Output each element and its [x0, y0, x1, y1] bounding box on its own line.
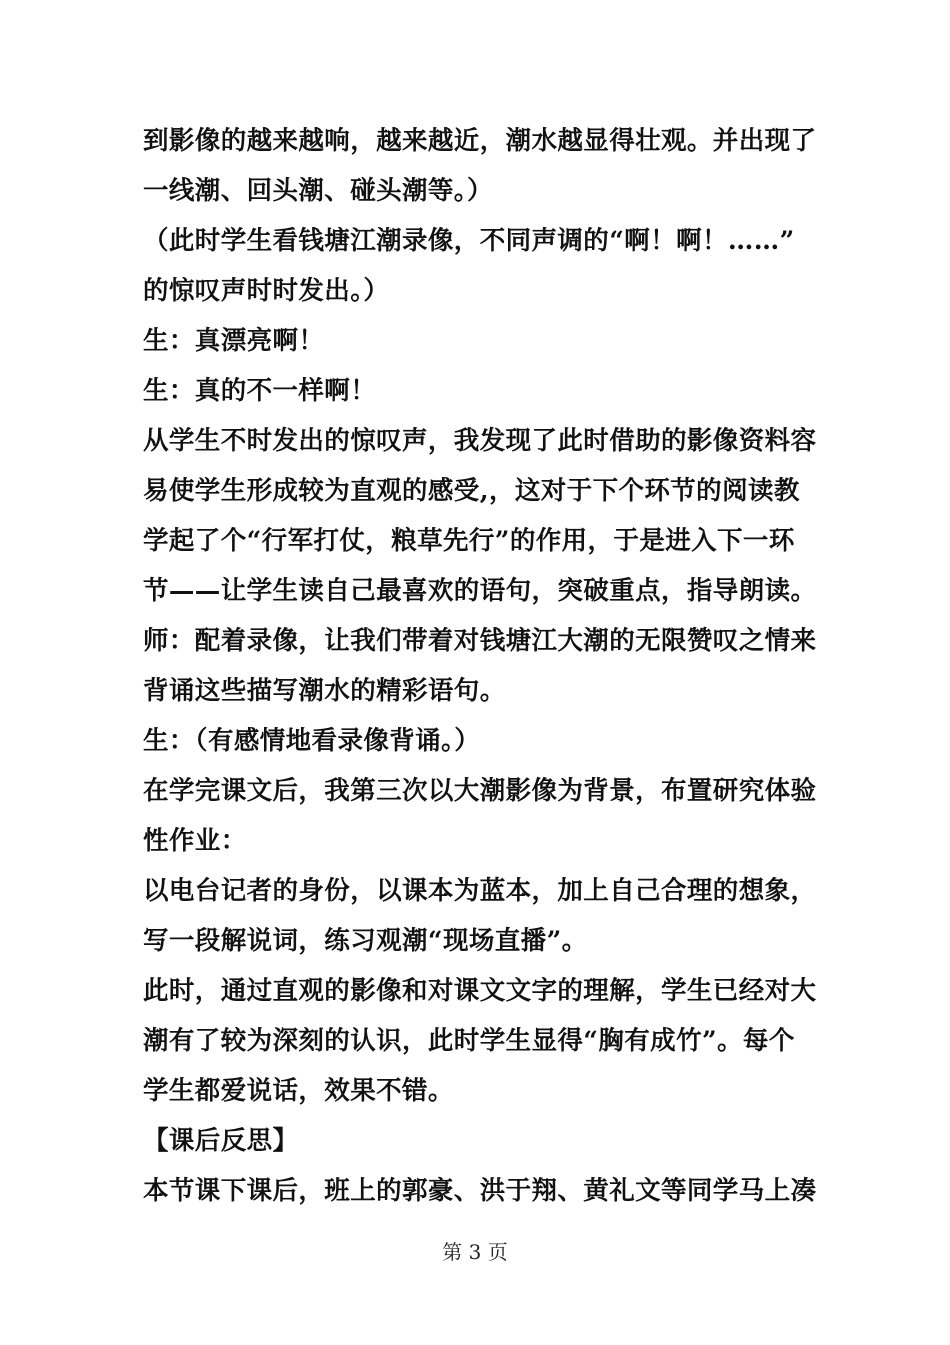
text-line: 到影像的越来越响，越来越近，潮水越显得壮观。并出现了: [143, 126, 817, 156]
text-line: 本节课下课后，班上的郭豪、洪于翔、黄礼文等同学马上凑: [143, 1176, 817, 1206]
text-line: 性作业：: [143, 826, 247, 856]
text-line: 一线潮、回头潮、碰头潮等。）: [143, 176, 493, 206]
text-line: 节——让学生读自己最喜欢的语句，突破重点，指导朗读。: [143, 576, 817, 606]
text-line: 在学完课文后，我第三次以大潮影像为背景，布置研究体验: [143, 776, 817, 806]
text-line: 以电台记者的身份，以课本为蓝本，加上自己合理的想象，: [143, 876, 817, 906]
text-line: 的惊叹声时时发出。）: [143, 276, 390, 306]
text-line: 易使学生形成较为直观的感受,，这对于下个环节的阅读教: [143, 476, 800, 506]
document-body: [143, 116, 817, 1216]
text-line: 生：（有感情地看录像背诵。）: [143, 726, 481, 756]
page-number: 第 3 页: [442, 1240, 508, 1264]
text-line: 生：真漂亮啊！: [143, 326, 325, 356]
text-line: 潮有了较为深刻的认识，此时学生显得“胸有成竹”。每个: [143, 1026, 795, 1056]
section-heading: 【课后反思】: [143, 1126, 299, 1156]
text-line: 此时，通过直观的影像和对课文文字的理解，学生已经对大: [143, 976, 817, 1006]
text-line: 师：配着录像，让我们带着对钱塘江大潮的无限赞叹之情来: [143, 626, 817, 656]
text-line: 生：真的不一样啊！: [143, 376, 377, 406]
text-line: （此时学生看钱塘江潮录像，不同声调的“啊！啊！……”: [143, 226, 795, 256]
text-line: 学生都爱说话，效果不错。: [143, 1076, 454, 1106]
text-line: 写一段解说词，练习观潮“现场直播”。: [143, 926, 588, 956]
text-line: 学起了个“行军打仗，粮草先行”的作用，于是进入下一环: [143, 526, 795, 556]
text-line: 背诵这些描写潮水的精彩语句。: [143, 676, 506, 706]
text-line: 从学生不时发出的惊叹声，我发现了此时借助的影像资料容: [143, 426, 817, 456]
